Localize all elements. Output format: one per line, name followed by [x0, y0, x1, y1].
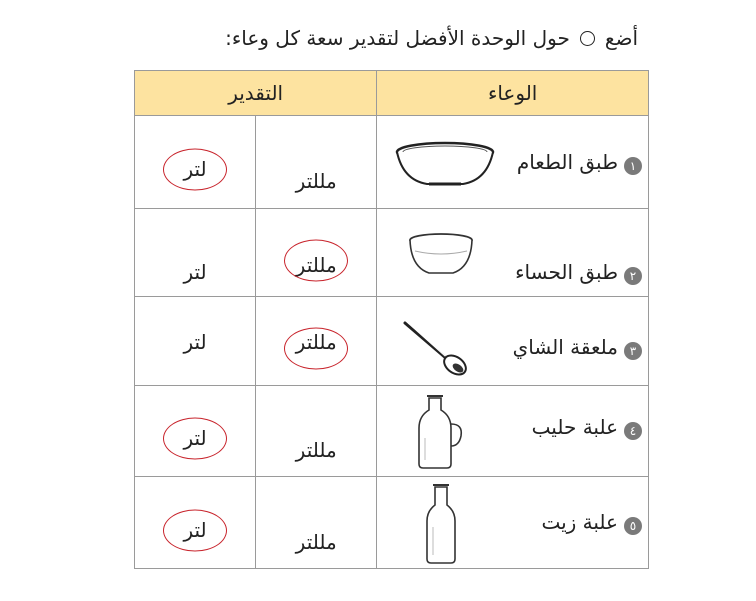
l-text: لتر — [183, 330, 207, 354]
ml-option[interactable] — [256, 297, 377, 386]
table-row — [135, 386, 649, 477]
row-number: ٣ — [624, 342, 642, 360]
l-text-circled: لتر — [183, 504, 206, 542]
vessel-cell — [377, 386, 649, 477]
ml-option[interactable] — [256, 477, 377, 569]
vessel-label: ملعقة الشاي — [512, 335, 618, 359]
vessel-label: علبة زيت — [541, 509, 618, 534]
milk-jug-icon — [415, 394, 467, 470]
l-option[interactable] — [135, 477, 256, 569]
oil-bottle-icon — [421, 483, 461, 565]
ml-option[interactable] — [256, 209, 377, 297]
food-bowl-icon — [393, 140, 497, 190]
l-option[interactable] — [135, 386, 256, 477]
vessel-cell — [377, 209, 649, 297]
ml-text: مللتر — [295, 169, 337, 193]
header-estimate: التقدير — [135, 71, 377, 116]
vessel-label: طبق الطعام — [516, 150, 618, 174]
vessel-cell — [377, 477, 649, 569]
ml-text: مللتر — [295, 529, 337, 554]
l-text: لتر — [183, 259, 207, 284]
ml-option[interactable] — [256, 116, 377, 209]
ml-text-circled: مللتر — [295, 330, 337, 354]
l-option[interactable] — [135, 297, 256, 386]
row-number: ٥ — [624, 517, 642, 535]
instruction-before: أضع — [604, 26, 638, 50]
l-option[interactable] — [135, 209, 256, 297]
table-row — [135, 116, 649, 209]
row-number: ١ — [624, 157, 642, 175]
table-row — [135, 297, 649, 386]
ml-option[interactable] — [256, 386, 377, 477]
circle-symbol-icon — [580, 31, 595, 46]
vessel-cell — [377, 297, 649, 386]
ml-text-circled: مللتر — [296, 229, 337, 277]
teaspoon-icon — [401, 317, 473, 379]
soup-bowl-icon — [407, 231, 475, 279]
table-row — [135, 209, 649, 297]
l-text-circled: لتر — [183, 412, 206, 450]
estimation-table — [134, 70, 649, 569]
instruction-text — [225, 26, 638, 50]
vessel-label: علبة حليب — [531, 415, 618, 439]
vessel-cell — [377, 116, 649, 209]
row-number: ٤ — [624, 422, 642, 440]
l-option[interactable] — [135, 116, 256, 209]
instruction-after: حول الوحدة الأفضل لتقدير سعة كل وعاء: — [225, 26, 570, 50]
vessel-label: طبق الحساء — [515, 259, 618, 284]
header-vessel: الوعاء — [377, 71, 649, 116]
l-text-circled: لتر — [183, 143, 206, 181]
row-number: ٢ — [624, 267, 642, 285]
table-row — [135, 477, 649, 569]
ml-text: مللتر — [295, 438, 337, 462]
